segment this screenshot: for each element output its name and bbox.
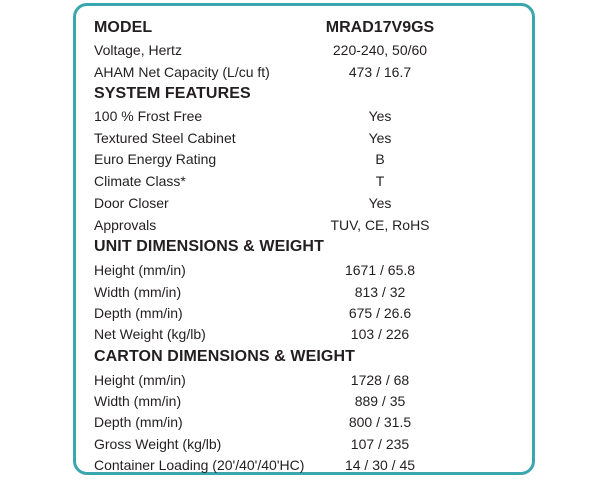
spec-label: Gross Weight (kg/lb) bbox=[94, 436, 222, 452]
spec-label: Container Loading (20'/40'/40'HC) bbox=[94, 457, 305, 473]
spec-label: Euro Energy Rating bbox=[94, 151, 217, 167]
model-heading: MODEL bbox=[94, 19, 153, 36]
spec-row-unit-depth bbox=[94, 302, 514, 324]
spec-label: Height (mm/in) bbox=[94, 262, 186, 278]
spec-value: Yes bbox=[368, 130, 392, 146]
spec-row-frost-free bbox=[94, 105, 514, 127]
spec-value: TUV, CE, RoHS bbox=[330, 217, 430, 233]
spec-value: 220-240, 50/60 bbox=[332, 42, 428, 58]
spec-row-capacity bbox=[94, 61, 514, 83]
spec-value: 1671 / 65.8 bbox=[344, 262, 416, 278]
spec-row-carton-depth bbox=[94, 411, 514, 433]
spec-value: Yes bbox=[368, 195, 392, 211]
spec-value: 1728 / 68 bbox=[350, 372, 410, 388]
spec-value: Yes bbox=[368, 108, 392, 124]
section-heading-unit-dimensions bbox=[94, 236, 514, 258]
spec-row-net-weight bbox=[94, 323, 514, 345]
spec-value: 103 / 226 bbox=[350, 326, 410, 342]
spec-label: Textured Steel Cabinet bbox=[94, 130, 236, 146]
spec-value: 473 / 16.7 bbox=[348, 64, 412, 80]
spec-row-door-closer bbox=[94, 192, 514, 214]
section-heading: SYSTEM FEATURES bbox=[94, 85, 251, 102]
spec-value: 675 / 26.6 bbox=[348, 305, 412, 321]
spec-value: 800 / 31.5 bbox=[348, 414, 412, 430]
section-heading-carton-dimensions bbox=[94, 346, 514, 368]
model-row bbox=[94, 17, 514, 39]
spec-label: 100 % Frost Free bbox=[94, 108, 203, 124]
spec-row-gross-weight bbox=[94, 433, 514, 455]
spec-card bbox=[73, 3, 535, 475]
spec-label: Width (mm/in) bbox=[94, 284, 182, 300]
spec-label: Climate Class* bbox=[94, 173, 186, 189]
spec-value: 889 / 35 bbox=[354, 393, 406, 409]
spec-label: Height (mm/in) bbox=[94, 372, 186, 388]
spec-row-cabinet bbox=[94, 127, 514, 149]
spec-row-energy-rating bbox=[94, 148, 514, 170]
spec-label: Width (mm/in) bbox=[94, 393, 182, 409]
model-number: MRAD17V9GS bbox=[325, 19, 435, 36]
spec-value: 14 / 30 / 45 bbox=[344, 457, 416, 473]
spec-row-approvals bbox=[94, 214, 514, 236]
spec-row-climate-class bbox=[94, 170, 514, 192]
spec-label: Depth (mm/in) bbox=[94, 414, 183, 430]
spec-label: Depth (mm/in) bbox=[94, 305, 183, 321]
spec-row-carton-width bbox=[94, 390, 514, 412]
spec-row-container-loading bbox=[94, 454, 514, 476]
section-heading: CARTON DIMENSIONS & WEIGHT bbox=[94, 348, 355, 365]
spec-row-unit-width bbox=[94, 281, 514, 303]
spec-label: Voltage, Hertz bbox=[94, 42, 182, 58]
spec-label: Net Weight (kg/lb) bbox=[94, 326, 206, 342]
spec-label: Approvals bbox=[94, 217, 157, 233]
spec-label: AHAM Net Capacity (L/cu ft) bbox=[94, 64, 270, 80]
spec-label: Door Closer bbox=[94, 195, 169, 211]
spec-value: T bbox=[375, 173, 385, 189]
section-heading-system-features bbox=[94, 83, 514, 105]
spec-value: B bbox=[375, 151, 385, 167]
spec-value: 813 / 32 bbox=[354, 284, 406, 300]
spec-row-unit-height bbox=[94, 259, 514, 281]
section-heading: UNIT DIMENSIONS & WEIGHT bbox=[94, 238, 324, 255]
spec-row-voltage bbox=[94, 39, 514, 61]
spec-value: 107 / 235 bbox=[350, 436, 410, 452]
spec-row-carton-height bbox=[94, 369, 514, 391]
